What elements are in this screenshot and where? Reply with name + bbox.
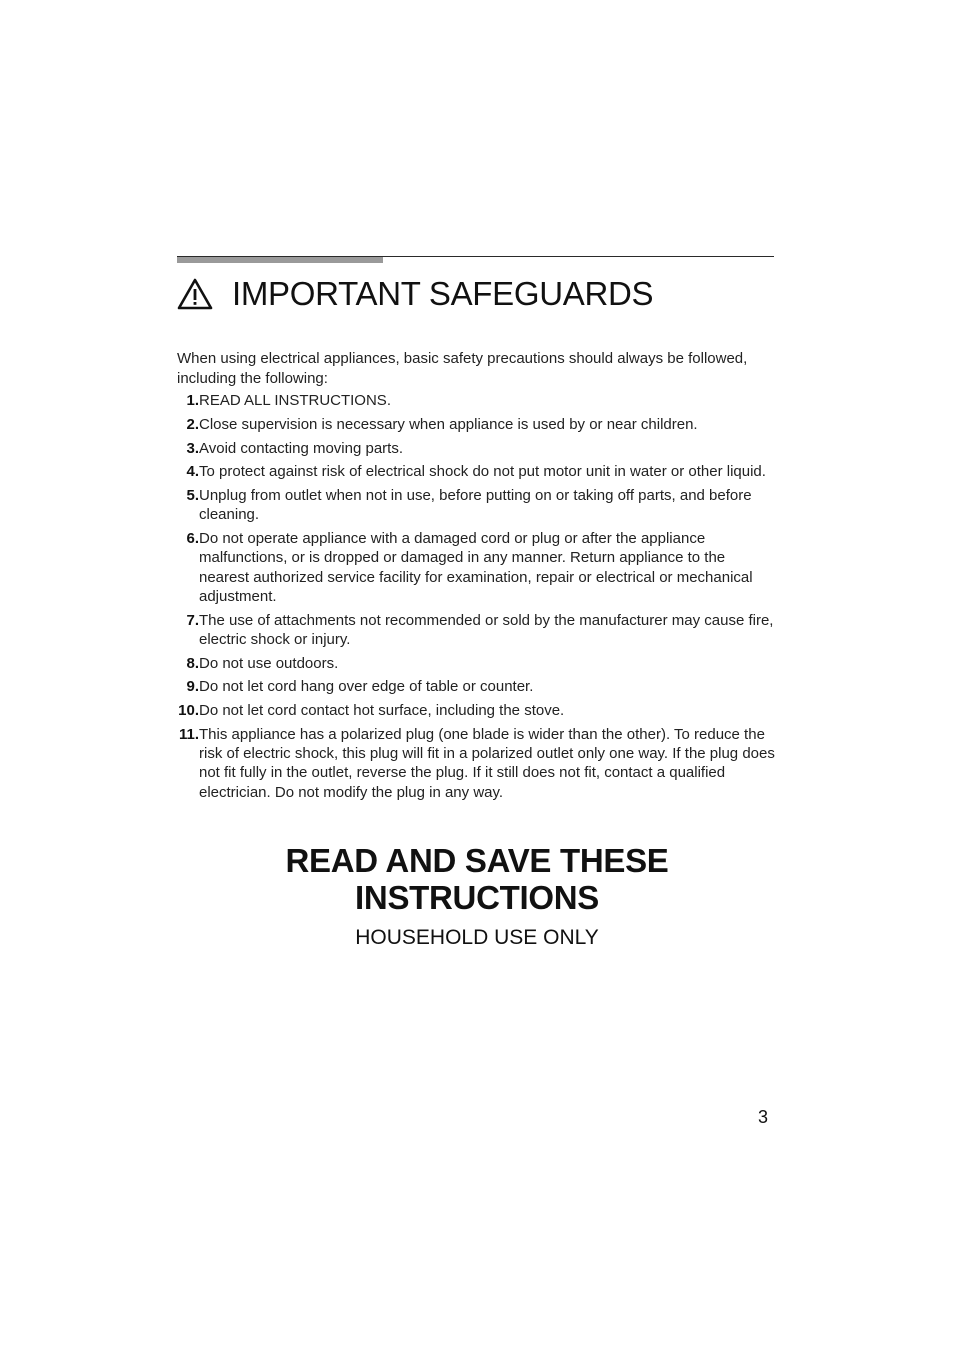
- list-item: [177, 654, 777, 673]
- item-number: 8.: [186, 654, 199, 672]
- closing-title-line1: READ AND SAVE THESE: [285, 842, 669, 879]
- warning-triangle-icon: [177, 278, 213, 310]
- household-use-notice: HOUSEHOLD USE ONLY: [355, 926, 599, 949]
- list-item: [177, 677, 777, 696]
- item-text: Unplug from outlet when not in use, before putting on or taking off parts, and before cleaning.: [199, 487, 752, 524]
- list-item: [177, 486, 777, 524]
- item-text: The use of attachments not recommended or sold by the manufacturer may cause fire, electric shock or injury.: [199, 611, 774, 648]
- item-text: Do not let cord hang over edge of table or counter.: [199, 678, 534, 696]
- closing-title-line2: INSTRUCTIONS: [355, 879, 599, 916]
- item-number: 1.: [186, 392, 199, 409]
- item-number: 11.: [178, 725, 199, 743]
- item-number: 2.: [186, 415, 199, 433]
- item-number: 5.: [186, 487, 199, 505]
- list-item: [177, 415, 777, 434]
- item-text: READ ALL INSTRUCTIONS.: [199, 392, 391, 409]
- item-text: To protect against risk of electrical shock do not put motor unit in water or other liquid.: [199, 463, 766, 481]
- list-item: [177, 529, 777, 606]
- item-number: 6.: [186, 530, 199, 548]
- list-item: [177, 391, 777, 410]
- closing-title: [177, 842, 777, 916]
- item-number: 3.: [186, 439, 199, 457]
- item-text: Do not operate appliance with a damaged cord or plug or after the appliance malfunctions, or is dropped or damaged in any manner. Return appliance to the nearest authorized service facility for examination, repair or electrical or mechanical adjustment.: [199, 530, 753, 605]
- page-title: IMPORTANT SAFEGUARDS: [232, 275, 654, 312]
- intro-paragraph: When using electrical appliances, basic safety precautions should always be followed, including the following:: [177, 350, 748, 387]
- page-number: 3: [758, 1107, 769, 1127]
- item-text: This appliance has a polarized plug (one blade is wider than the other). To reduce the risk of electric shock, this plug will fit in a polarized outlet only one way. If the plug does not fit fully in the outlet, reverse the plug. If it still does not fit, contact a qualified electrician. Do not modify the plug in any way.: [199, 725, 775, 801]
- item-number: 7.: [186, 611, 199, 629]
- safeguards-list: [177, 391, 777, 806]
- list-item: [177, 701, 777, 720]
- item-text: Avoid contacting moving parts.: [199, 439, 404, 457]
- list-item: [177, 462, 777, 481]
- item-number: 4.: [186, 463, 199, 481]
- item-text: Close supervision is necessary when appliance is used by or near children.: [199, 415, 698, 433]
- top-rule-accent-bar: [177, 257, 383, 263]
- item-number: 10.: [178, 702, 199, 720]
- item-number: 9.: [186, 678, 199, 696]
- list-item: [177, 439, 777, 458]
- item-text: Do not use outdoors.: [199, 654, 339, 672]
- list-item: [177, 611, 777, 649]
- list-item: [177, 725, 777, 802]
- section-heading: [177, 274, 653, 314]
- item-text: Do not let cord contact hot surface, including the stove.: [199, 702, 565, 720]
